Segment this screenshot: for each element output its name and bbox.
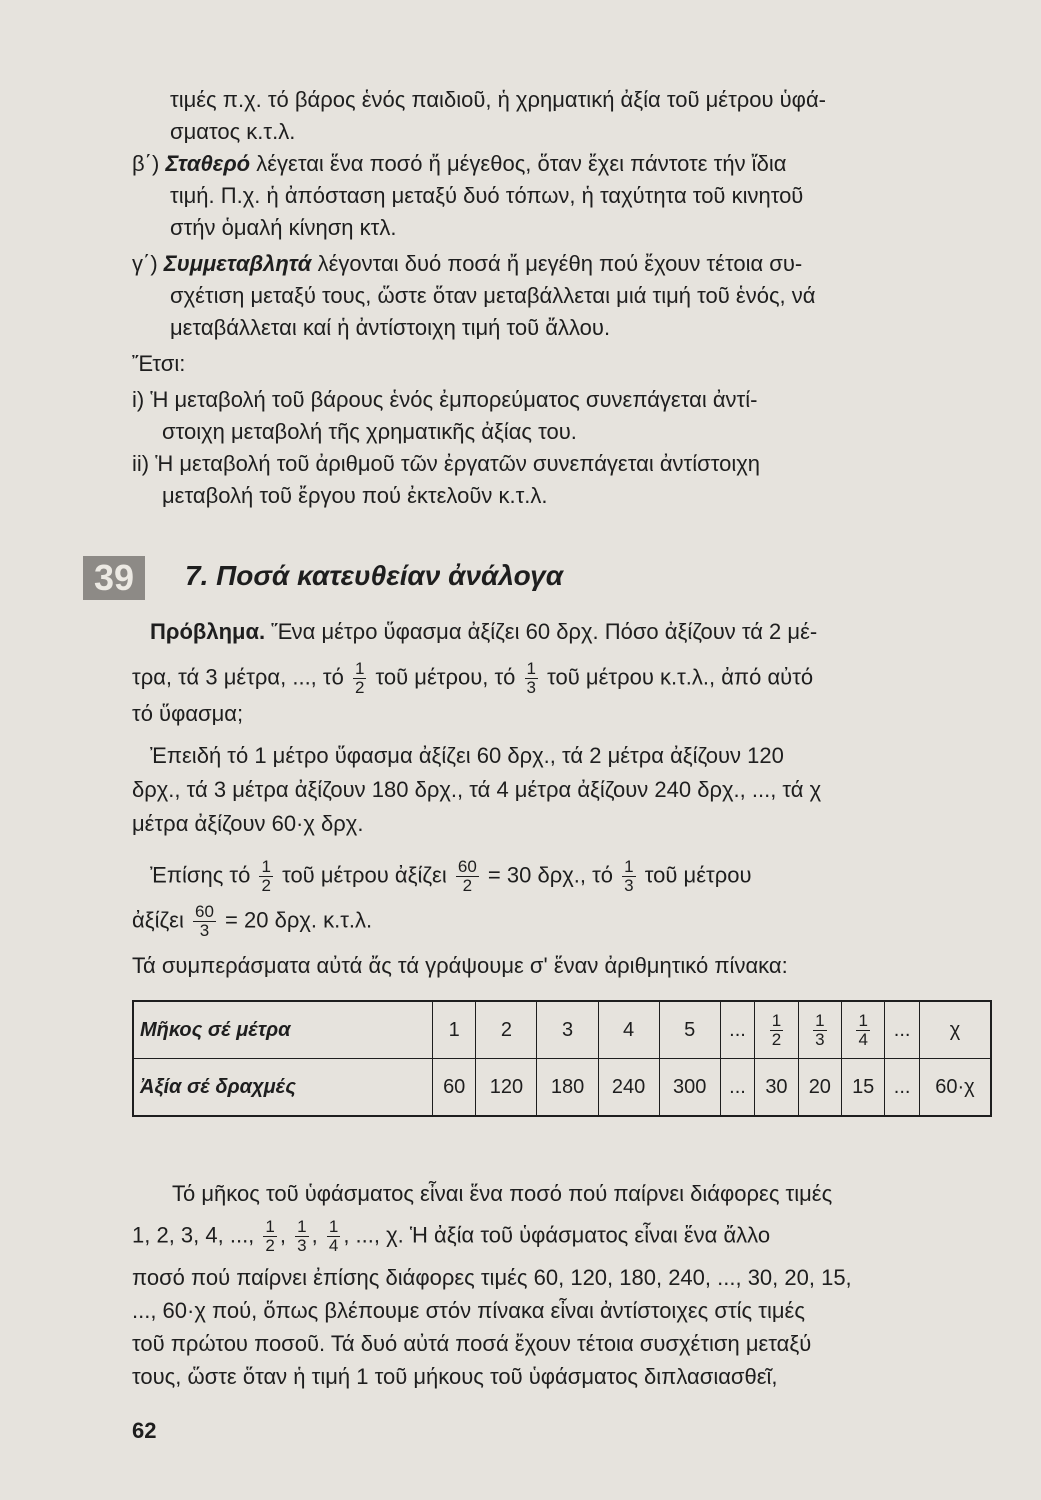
fraction-one-half (770, 1012, 783, 1049)
table-cell (842, 1001, 885, 1059)
numerator: 1 (815, 1010, 825, 1030)
table-cell: χ (919, 1001, 991, 1059)
denominator: 2 (354, 678, 365, 697)
table-cell: 60 (433, 1059, 476, 1117)
text-line: ..., 60·χ πού, ὅπως βλέπουμε στόν πίνακα εἶναι ἀντίστοιχες στίς τιμές (132, 1298, 805, 1323)
text-line: ποσό πού παίρνει ἐπίσης διάφορες τιμές 60, 120, 180, 240, ..., 30, 20, 15, (132, 1265, 852, 1290)
fraction-one-half (353, 660, 366, 697)
text-line: στήν ὁμαλή κίνηση κτλ. (170, 215, 397, 240)
denominator: 3 (297, 1236, 307, 1255)
text-span: , (279, 1222, 287, 1248)
text-line: μέτρα ἀξίζουν 60·χ δρχ. (132, 811, 364, 836)
text-line: τιμή. Π.χ. ἡ ἀπόσταση μεταξύ δυό τόπων, ἡ ταχύτητα τοῦ κινητοῦ (170, 183, 804, 208)
numerator: 1 (328, 1217, 339, 1236)
explain-line (150, 858, 751, 895)
denominator: 3 (815, 1029, 825, 1049)
text-span: τοῦ μέτρου (644, 862, 752, 888)
fraction-one-third (622, 858, 635, 895)
text-line: μεταβολή τοῦ ἔργου πού ἐκτελοῦν κ.τ.λ. (162, 483, 548, 508)
table-cell: 4 (598, 1001, 659, 1059)
text-line: στοιχη μεταβολή τῆς χρηματικῆς ἀξίας του. (162, 419, 577, 444)
closing-line (132, 1218, 770, 1255)
table-row (133, 1059, 991, 1117)
definition-constant (132, 150, 786, 178)
numerator: 1 (858, 1010, 868, 1030)
numerator: 1 (354, 659, 365, 678)
section-number-badge: 39 (83, 556, 145, 600)
page-number: 62 (132, 1418, 157, 1443)
text-span: Ἕνα μέτρο ὕφασμα ἀξίζει 60 δρχ. Πόσο ἀξίζουν τά 2 μέ- (271, 619, 818, 644)
text-span: τρα, τά 3 μέτρα, ..., τό (132, 664, 344, 690)
term-constant: Σταθερό (165, 151, 251, 176)
table-cell (755, 1001, 798, 1059)
text-line: μεταβάλλεται καί ἡ ἀντίστοιχη τιμή τοῦ ἄλλου. (170, 315, 611, 340)
table-cell: ... (885, 1001, 920, 1059)
example-item: i) Ἡ μεταβολή τοῦ βάρους ἑνός ἐμπορεύματος συνεπάγεται ἀντί- (132, 387, 758, 412)
numerator: 60 (457, 857, 477, 876)
text-line: Ἐπειδή τό 1 μέτρο ὕφασμα ἀξίζει 60 δρχ., τά 2 μέτρα ἀξίζουν 120 (150, 743, 784, 768)
numerator: 1 (771, 1010, 782, 1030)
denominator: 2 (462, 876, 473, 895)
denominator: 2 (265, 1236, 275, 1255)
fraction-sixty-thirds (193, 903, 216, 940)
table-cell (798, 1001, 841, 1059)
text-line: τιμές π.χ. τό βάρος ἑνός παιδιοῦ, ἡ χρηματική ἀξία τοῦ μέτρου ὑφά- (170, 87, 826, 112)
text-span: τοῦ μέτρου κ.τ.λ., ἀπό αὐτό (547, 664, 814, 690)
fraction-sixty-halves (456, 858, 479, 895)
table-cell: 30 (755, 1059, 798, 1117)
denominator: 2 (261, 876, 271, 895)
text-line: σχέτιση μεταξύ τους, ὥστε ὅταν μεταβάλλεται μιά τιμή τοῦ ἑνός, νά (170, 283, 816, 308)
denominator: 3 (199, 921, 210, 940)
text-span: λέγονται δυό ποσά ἤ μεγέθη πού ἔχουν τέτοια συ- (317, 251, 803, 276)
text-line: τους, ὥστε ὅταν ἡ τιμή 1 τοῦ μήκους τοῦ ὑφάσματος διπλασιασθεῖ, (132, 1364, 778, 1389)
table-cell: ... (885, 1059, 920, 1117)
numerator: 1 (526, 659, 537, 678)
fraction-one-third (525, 660, 538, 697)
problem-label: Πρόβλημα. (150, 619, 266, 644)
text-span: = 20 δρχ. κ.τ.λ. (225, 907, 373, 933)
numerator: 1 (624, 857, 634, 876)
text-span: τοῦ μέτρου, τό (375, 664, 516, 690)
table-cell: 15 (842, 1059, 885, 1117)
fraction-one-third (813, 1012, 826, 1049)
text-line: Ἔτσι: (132, 351, 186, 376)
explain-line (132, 903, 372, 940)
fraction-one-half (259, 858, 272, 895)
text-span: , ..., χ. Ἡ ἀξία τοῦ ὑφάσματος εἶναι ἕνα ἄλλο (343, 1222, 771, 1248)
denominator: 4 (328, 1236, 339, 1255)
fraction-one-third (295, 1218, 308, 1255)
problem-line (132, 660, 813, 697)
text-line: Τό μῆκος τοῦ ὑφάσματος εἶναι ἕνα ποσό πού παίρνει διάφορες τιμές (172, 1181, 833, 1206)
fraction-one-quarter (856, 1012, 869, 1049)
fraction-one-half (263, 1218, 276, 1255)
denominator: 2 (771, 1029, 782, 1049)
table-cell: 2 (476, 1001, 537, 1059)
table-cell: ... (720, 1059, 755, 1117)
text-line: σματος κ.τ.λ. (170, 119, 296, 144)
text-line: τοῦ πρώτου ποσοῦ. Τά δυό αὐτά ποσά ἔχουν τέτοια συσχέτιση μεταξύ (132, 1331, 812, 1356)
term-covariant: Συμμεταβλητά (163, 251, 312, 276)
numerator: 1 (261, 857, 271, 876)
example-item: ii) Ἡ μεταβολή τοῦ ἀριθμοῦ τῶν ἐργατῶν συνεπάγεται ἀντίστοιχη (132, 451, 760, 476)
section-title: 7. Ποσά κατευθείαν ἀνάλογα (185, 560, 564, 591)
problem-statement (150, 618, 817, 646)
table-cell: 20 (798, 1059, 841, 1117)
denominator: 4 (858, 1029, 868, 1049)
text-span: 1, 2, 3, 4, ..., (132, 1222, 255, 1248)
numerator: 60 (194, 902, 214, 921)
text-span: λέγεται ἕνα ποσό ἤ μέγεθος, ὅταν ἔχει πάντοτε τήν ἴδια (256, 151, 787, 176)
numerator: 1 (297, 1217, 307, 1236)
item-label: β΄) (132, 151, 160, 176)
denominator: 3 (526, 678, 537, 697)
numerator: 1 (265, 1217, 275, 1236)
table-cell: ... (720, 1001, 755, 1059)
numeric-table (132, 1000, 992, 1117)
item-label: γ΄) (132, 251, 158, 276)
table-cell: 60·χ (919, 1059, 991, 1117)
text-line: Τά συμπεράσματα αὐτά ἄς τά γράψουμε σ' ἕναν ἀριθμητικό πίνακα: (132, 953, 788, 978)
row-header-length: Μῆκος σέ μέτρα (133, 1001, 433, 1059)
table-cell: 1 (433, 1001, 476, 1059)
text-span: = 30 δρχ., τό (487, 862, 614, 888)
fraction-one-quarter (327, 1218, 340, 1255)
definition-covariant (132, 250, 802, 278)
text-span: Ἐπίσης τό (150, 862, 251, 888)
table-cell: 3 (537, 1001, 598, 1059)
table-cell: 120 (476, 1059, 537, 1117)
table-cell: 5 (659, 1001, 720, 1059)
row-header-value: Ἀξία σέ δραχμές (133, 1059, 433, 1117)
table-cell: 300 (659, 1059, 720, 1117)
text-line: δρχ., τά 3 μέτρα ἀξίζουν 180 δρχ., τά 4 μέτρα ἀξίζουν 240 δρχ., ..., τά χ (132, 777, 822, 802)
text-line: τό ὕφασμα; (132, 701, 244, 726)
text-span: , (311, 1222, 318, 1248)
text-span: τοῦ μέτρου ἀξίζει (282, 862, 447, 888)
text-span: ἀξίζει (132, 907, 184, 933)
table-cell: 240 (598, 1059, 659, 1117)
table-row (133, 1001, 991, 1059)
denominator: 3 (624, 876, 634, 895)
table-cell: 180 (537, 1059, 598, 1117)
